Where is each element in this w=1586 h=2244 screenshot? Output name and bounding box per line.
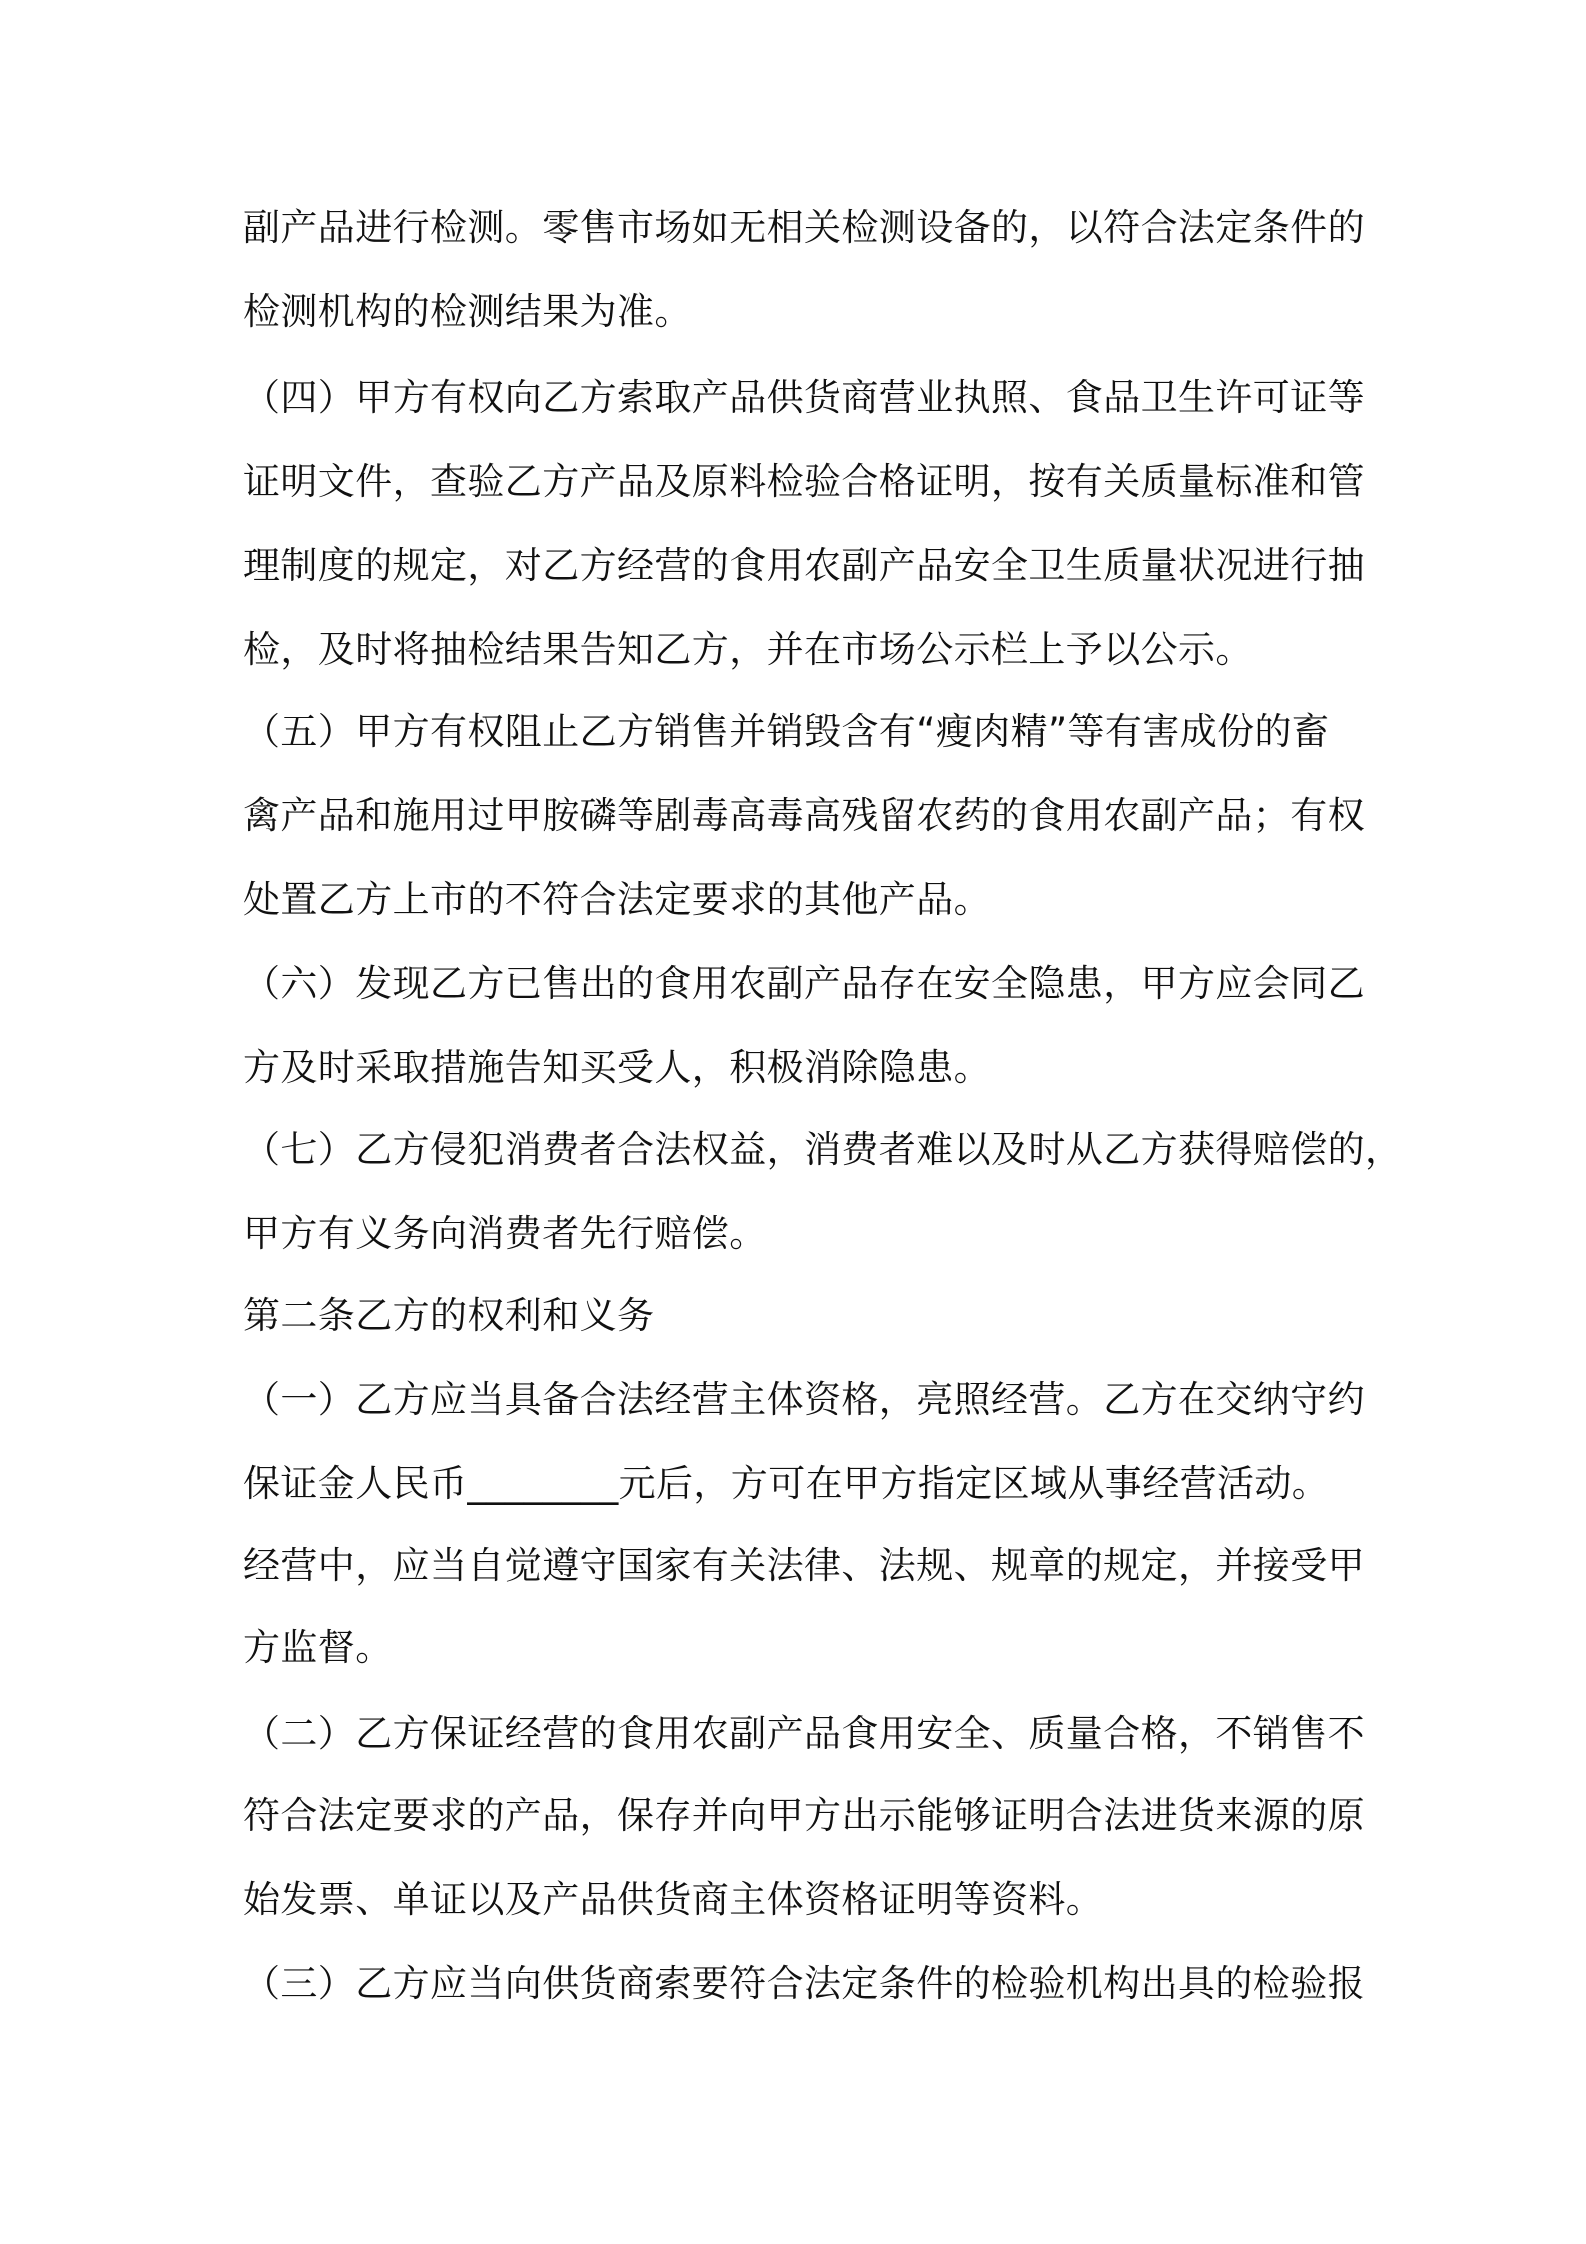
text-line: 始发票、单证以及产品供货商主体资格证明等资料。: [243, 1878, 1104, 1921]
text-line: （二）乙方保证经营的食用农副产品食用安全、质量合格，不销售不: [243, 1712, 1365, 1755]
text-line: 处置乙方上市的不符合法定要求的其他产品。: [243, 878, 991, 921]
text-line: 禽产品和施用过甲胺磷等剧毒高毒高残留农药的食用农副产品；有权: [243, 794, 1365, 837]
text-line: 检测机构的检测结果为准。: [243, 290, 692, 333]
text-line: 符合法定要求的产品，保存并向甲方出示能够证明合法进货来源的原: [243, 1794, 1365, 1837]
text-line: 检，及时将抽检结果告知乙方，并在市场公示栏上予以公示。: [243, 628, 1253, 671]
text-line: 经营中，应当自觉遵守国家有关法律、法规、规章的规定，并接受甲: [243, 1544, 1365, 1587]
text-line: 保证金人民币________元后，方可在甲方指定区域从事经营活动。: [243, 1462, 1330, 1505]
text-line: 理制度的规定，对乙方经营的食用农副产品安全卫生质量状况进行抽: [243, 544, 1365, 587]
text-line: 副产品进行检测。零售市场如无相关检测设备的，以符合法定条件的: [243, 206, 1365, 249]
text-line: 方监督。: [243, 1626, 393, 1669]
text-line: 证明文件，查验乙方产品及原料检验合格证明，按有关质量标准和管: [243, 460, 1365, 503]
text-line: （七）乙方侵犯消费者合法权益，消费者难以及时从乙方获得赔偿的，: [243, 1128, 1403, 1171]
text-line: （五）甲方有权阻止乙方销售并销毁含有“瘦肉精”等有害成份的畜: [243, 710, 1330, 753]
text-line: （四）甲方有权向乙方索取产品供货商营业执照、食品卫生许可证等: [243, 376, 1365, 419]
text-line: （三）乙方应当向供货商索要符合法定条件的检验机构出具的检验报: [243, 1962, 1365, 2005]
section-heading: 第二条乙方的权利和义务: [243, 1294, 655, 1337]
text-line: （六）发现乙方已售出的食用农副产品存在安全隐患，甲方应会同乙: [243, 962, 1365, 1005]
text-line: 甲方有义务向消费者先行赔偿。: [243, 1212, 767, 1255]
text-line: （一）乙方应当具备合法经营主体资格，亮照经营。乙方在交纳守约: [243, 1378, 1365, 1421]
text-line: 方及时采取措施告知买受人，积极消除隐患。: [243, 1046, 991, 1089]
